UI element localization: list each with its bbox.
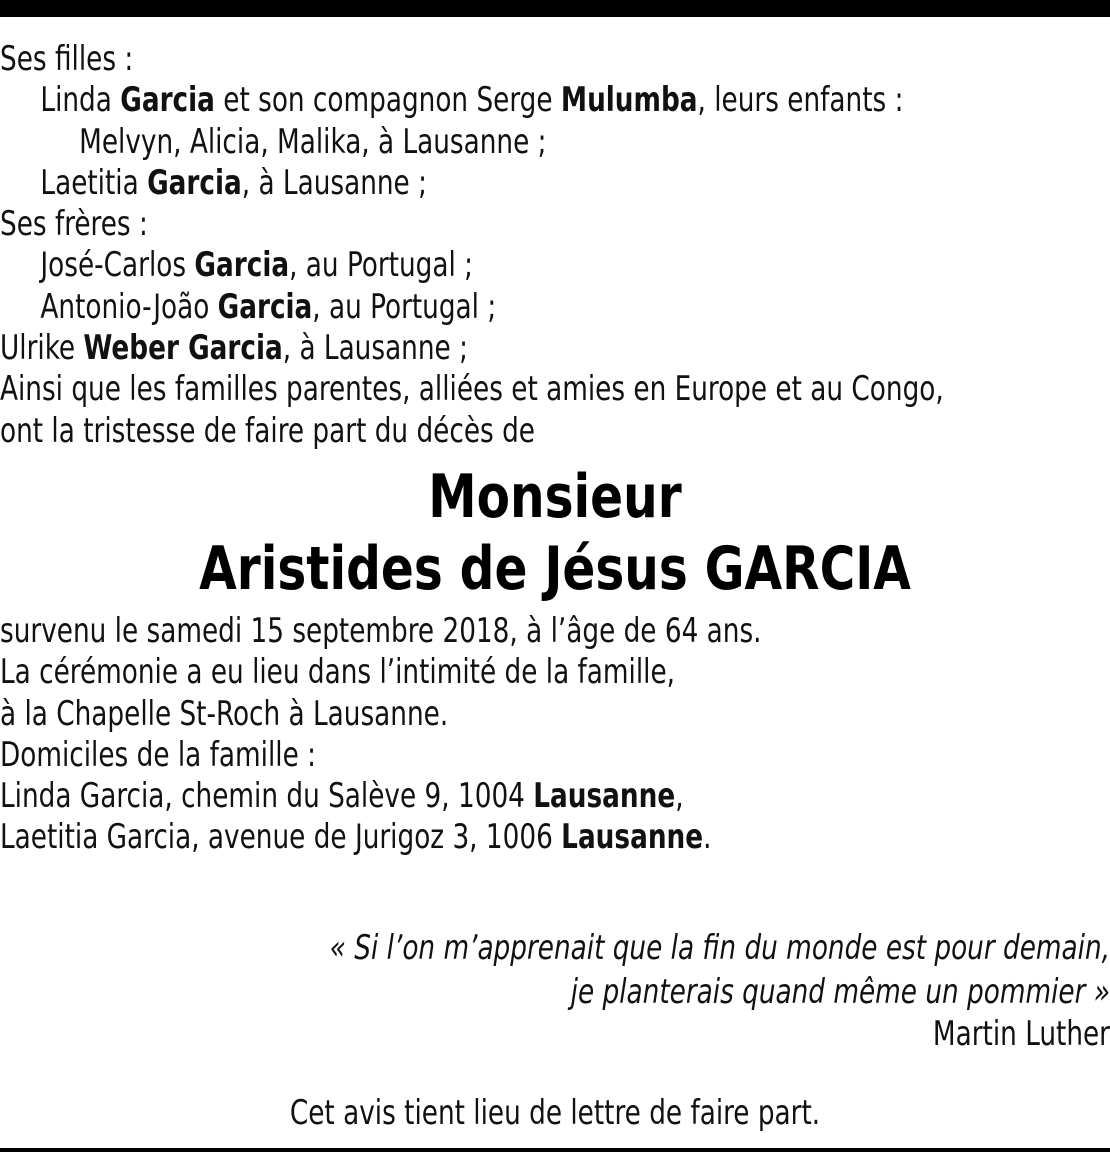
connector-text: et son compagnon Serge	[214, 80, 561, 121]
line-end: , au Portugal ;	[289, 245, 474, 286]
line-end: .	[703, 817, 712, 858]
address-laetitia-line	[0, 817, 955, 858]
quote-block	[0, 926, 1110, 1054]
surname: Garcia	[217, 286, 313, 327]
deceased-heading	[0, 461, 1110, 605]
daughters-label: Ses filles :	[0, 39, 134, 79]
quote-line-2: je planterais quand même un pommier »	[570, 972, 1110, 1012]
line-end: , à Lausanne ;	[282, 328, 468, 369]
daughter-linda-line	[0, 80, 955, 121]
address-text: Linda Garcia, chemin du Salève 9, 1004	[0, 776, 534, 817]
quote-line-1: « Si l’on m’apprenait que la fin du monde est pour demain,	[329, 928, 1110, 968]
footer-note: Cet avis tient lieu de lettre de faire part.	[289, 1093, 821, 1133]
announcement-line: ont la tristesse de faire part du décès de	[0, 410, 535, 451]
address-text: Laetitia Garcia, avenue de Jurigoz 3, 1006	[0, 817, 562, 858]
address-linda-line	[0, 776, 955, 817]
brother-antonio-joao-line	[0, 287, 955, 328]
grandchildren-line: Melvyn, Alicia, Malika, à Lausanne ;	[79, 121, 547, 162]
surname: Garcia	[120, 80, 215, 121]
line-end: , au Portugal ;	[312, 286, 497, 327]
first-name: Linda	[40, 80, 121, 121]
address-city: Lausanne	[561, 817, 704, 858]
domiciles-label: Domiciles de la famille :	[0, 734, 316, 775]
daughter-laetitia-line	[0, 163, 955, 204]
brother-jose-carlos-line	[0, 245, 955, 286]
extended-family-line: Ainsi que les familles parentes, alliées et amies en Europe et au Congo,	[0, 369, 944, 410]
date-of-death-line: survenu le samedi 15 septembre 2018, à l’âge de 64 ans.	[0, 610, 762, 651]
line-end: , à Lausanne ;	[241, 162, 427, 203]
line-end: ,	[675, 776, 684, 817]
ceremony-line: La cérémonie a eu lieu dans l’intimité de la famille,	[0, 652, 676, 693]
surname: Weber Garcia	[83, 328, 283, 369]
brothers-label: Ses frères :	[0, 204, 148, 245]
partner-surname: Mulumba	[560, 80, 698, 121]
quote-author: Martin Luther	[932, 1014, 1110, 1054]
ceremony-location-line: à la Chapelle St-Roch à Lausanne.	[0, 693, 449, 734]
line-end: , leurs enfants :	[697, 80, 904, 121]
surname: Garcia	[194, 245, 290, 286]
obituary-body	[0, 39, 1110, 859]
deceased-name: Aristides de Jésus GARCIA	[199, 533, 911, 604]
first-name: Antonio-João	[40, 286, 218, 327]
deceased-title: Monsieur	[428, 461, 682, 532]
surname: Garcia	[147, 162, 242, 203]
first-name: José-Carlos	[40, 245, 195, 286]
bottom-border-rule	[0, 1148, 1110, 1152]
top-border-rule	[0, 0, 1110, 17]
address-city: Lausanne	[533, 776, 676, 817]
first-name: Laetitia	[40, 162, 148, 203]
ulrike-line	[0, 328, 955, 369]
first-name: Ulrike	[0, 328, 84, 369]
